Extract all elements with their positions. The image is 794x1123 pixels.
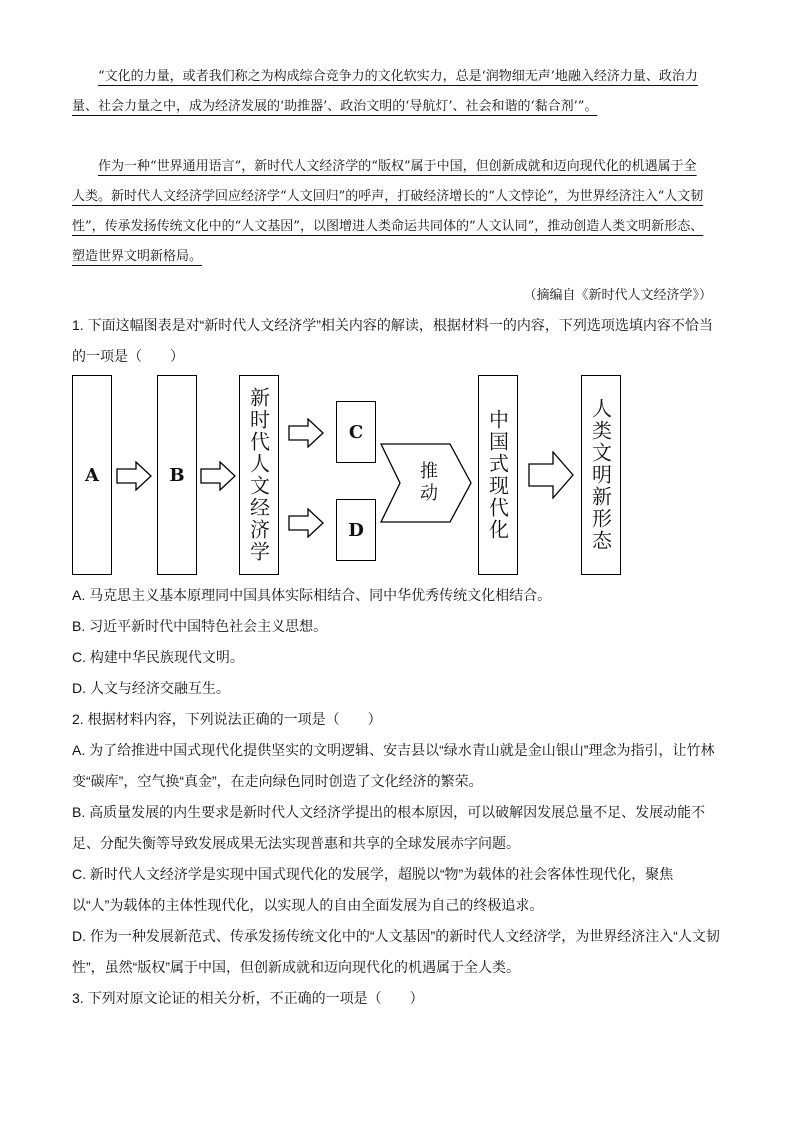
diagram-box-c: C xyxy=(336,401,376,463)
diagram-box-a: A xyxy=(72,375,112,575)
question-1-option-b[interactable]: B. 习近平新时代中国特色社会主义思想。 xyxy=(72,618,328,634)
diagram-box-result: 人类文明新形态 xyxy=(581,375,621,575)
passage-paragraph-1 xyxy=(72,62,708,122)
arrow-right-icon xyxy=(200,461,236,491)
passage-paragraph-2 xyxy=(72,152,708,272)
arrow-right-icon xyxy=(116,461,152,491)
question-1-option-d[interactable]: D. 人文与经济交融互生。 xyxy=(72,680,230,696)
question-1-diagram xyxy=(72,375,732,580)
passage-source: （摘编自《新时代人文经济学》） xyxy=(523,288,712,303)
push-label: 推动 xyxy=(417,461,438,505)
question-2 xyxy=(72,704,722,1014)
question-1-options xyxy=(72,580,722,704)
question-2-stem: 2. 根据材料内容，下列说法正确的一项是（ ） xyxy=(72,711,382,727)
question-1-stem-text: 1. 下面这幅图表是对“新时代人文经济学”相关内容的解读，根据材料一的内容，下列选项选填内容不恰当的一项是（ ） xyxy=(72,317,713,364)
diagram-box-d: D xyxy=(336,499,376,561)
question-2-option-d[interactable]: D. 作为一种发展新范式、传承发扬传统文化中的“人文基因”的新时代人文经济学，为世界经济注入“人文韧性”，虽然“版权”属于中国，但创新成就和迈向现代化的机遇属于全人类。 xyxy=(72,928,720,975)
question-2-option-c[interactable]: C. 新时代人文经济学是实现中国式现代化的发展学，超脱以“物”为载体的社会客体性现代化，聚焦以“人”为载体的主体性现代化，以实现人的自由全面发展为自己的终极追求。 xyxy=(72,866,674,913)
question-2-option-a[interactable]: A. 为了给推进中国式现代化提供坚实的文明逻辑、安吉县以“绿水青山就是金山银山”理念为指引，让竹林变“碳库”，空气换“真金”，在走向绿色同时创造了文化经济的繁荣。 xyxy=(72,742,715,789)
diagram-box-modernization: 中国式现代化 xyxy=(478,375,518,575)
passage-paragraph-1-text: “文化的力量，或者我们称之为构成综合竞争力的文化软实力，总是‘润物细无声’地融入经济力量、政治力量、社会力量之中，成为经济发展的‘助推器’、政治文明的‘导航灯’、社会和谐的‘黏合剂’”。 xyxy=(72,69,698,114)
arrow-right-icon xyxy=(528,451,574,499)
passage-paragraph-2-text: 作为一种“世界通用语言”，新时代人文经济学的“版权”属于中国，但创新成就和迈向现代化的机遇属于全人类。新时代人文经济学回应经济学“人文回归”的呼声，打破经济增长的“人文悖论”，为世界经济注入“人文韧性”，传承发扬传统文化中的“人文基因”，以图增进人类命运共同体的“人文认同”，推动创造人类文明新形态、塑造世界文明新格局。 xyxy=(72,159,704,264)
arrow-right-icon xyxy=(288,418,324,448)
question-2-option-b[interactable]: B. 高质量发展的内生要求是新时代人文经济学提出的根本原因，可以破解因发展总量不足、发展动能不足、分配失衡等导致发展成果无法实现普惠和共享的全球发展赤字问题。 xyxy=(72,804,706,851)
arrow-right-icon xyxy=(288,508,324,538)
diagram-box-b: B xyxy=(157,375,197,575)
question-1-option-c[interactable]: C. 构建中华民族现代文明。 xyxy=(72,649,244,665)
question-3-stem: 3. 下列对原文论证的相关分析，不正确的一项是（ ） xyxy=(72,990,424,1006)
question-1-stem xyxy=(72,310,722,372)
diagram-box-center: 新时代人文经济学 xyxy=(239,375,279,575)
question-1-option-a[interactable]: A. 马克思主义基本原理同中国具体实际相结合、同中华优秀传统文化相结合。 xyxy=(72,587,552,603)
